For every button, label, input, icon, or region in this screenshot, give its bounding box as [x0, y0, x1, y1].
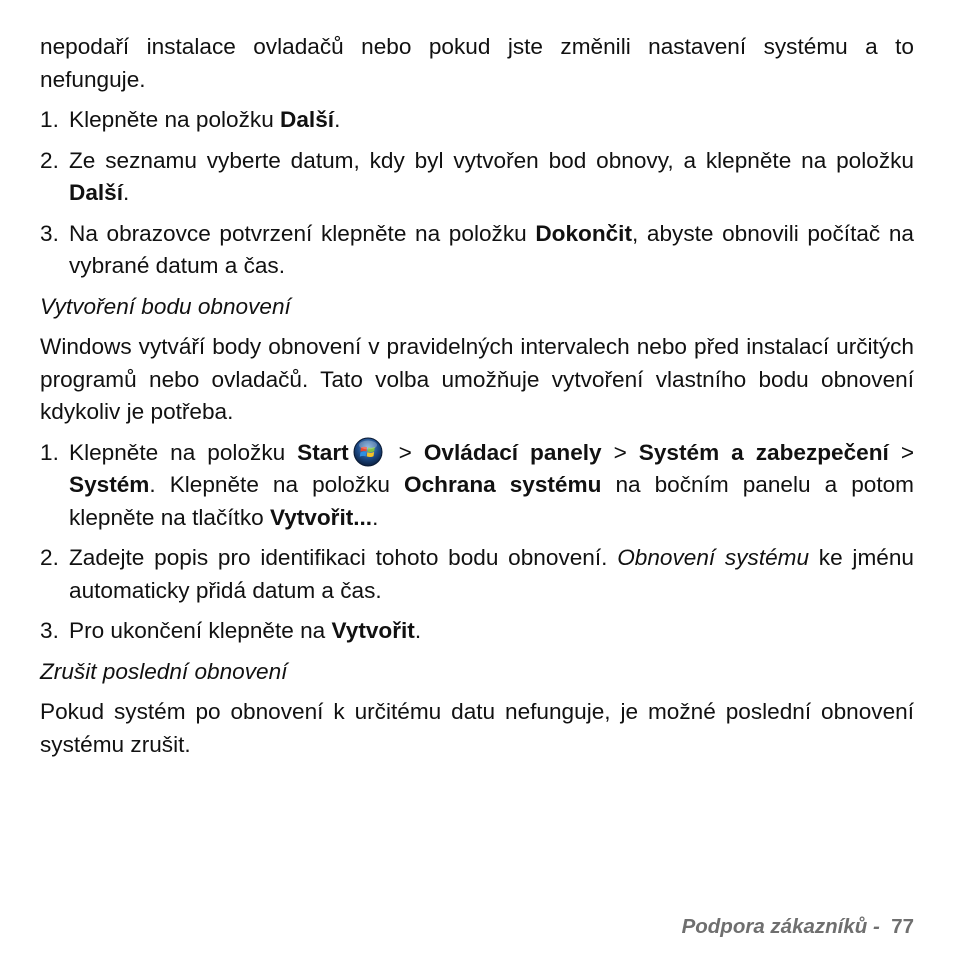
list-text: . Klepněte na položku — [149, 472, 405, 497]
list-text: > — [888, 439, 915, 465]
page-footer — [682, 915, 914, 939]
section-paragraph: Windows vytváří body obnovení v pravidelných intervalech nebo před instalací určitých programů nebo ovladačů. Tato volba umožňuje vytvoření vlastního bodu obnovení kdykoliv je potřeba. — [40, 334, 914, 424]
list-text: Zadejte popis pro identifikaci tohoto bodu obnovení. — [69, 545, 618, 570]
list-text: > — [386, 439, 424, 465]
list-bold-term: Další — [69, 180, 124, 205]
list-text: Na obrazovce potvrzení klepněte na položku — [69, 220, 536, 246]
intro-paragraph: nepodaří instalace ovladačů nebo pokud jste změnili nastavení systému a to nefunguje. — [40, 34, 914, 92]
list-bold-term: Ochrana systému — [404, 472, 602, 497]
list-item — [40, 145, 914, 210]
list-italic-term: Obnovení systému — [617, 545, 810, 570]
list-bold-term: Vytvořit — [331, 618, 415, 643]
list-number: 3. — [40, 220, 59, 246]
list-number: 2. — [40, 545, 59, 570]
page-content — [40, 31, 914, 761]
list-bold-term: Systém — [69, 472, 150, 497]
list-text: . — [372, 504, 379, 530]
section-heading: Vytvoření bodu obnovení — [40, 293, 291, 319]
list-number: 1. — [40, 439, 59, 465]
list-bold-term: Start — [297, 439, 349, 465]
list-text: Pro ukončení klepněte na — [69, 618, 332, 643]
list-text: ke jménu automaticky přidá datum a čas. — [69, 545, 914, 603]
list-text: . — [123, 180, 130, 205]
section-paragraph: Pokud systém po obnovení k určitému datu nefunguje, je možné poslední obnovení systému zrušit. — [40, 699, 914, 757]
list-item — [40, 218, 914, 283]
list-text: Ze seznamu vyberte datum, kdy byl vytvořen bod obnovy, a klepněte na položku — [69, 147, 914, 173]
list-text: . — [414, 618, 422, 643]
list-bold-term: Dokončit — [535, 220, 632, 246]
list-bold-term: Vytvořit... — [269, 504, 373, 530]
windows-start-orb-icon — [353, 437, 383, 467]
list-text: na bočním panelu a potom klepněte na tlačítko — [69, 472, 915, 530]
list-text: > — [601, 439, 639, 465]
list-number: 2. — [40, 147, 59, 173]
list-bold-term: Systém a zabezpečení — [638, 439, 889, 465]
list-text: , abyste obnovili počítač na vybrané datum a čas. — [69, 220, 914, 278]
list-bold-term: Další — [280, 107, 335, 132]
list-number: 1. — [40, 107, 59, 132]
list-text: . — [334, 107, 341, 132]
section-heading: Zrušit poslední obnovení — [40, 658, 288, 684]
list-item — [40, 615, 914, 648]
list-item — [40, 104, 914, 137]
list-item — [40, 542, 914, 607]
page-number: 77 — [891, 915, 914, 938]
list-bold-term: Ovládací panely — [423, 439, 602, 465]
list-text: Klepněte na položku — [69, 107, 281, 132]
list-text: Klepněte na položku — [69, 439, 298, 465]
footer-title: Podpora zákazníků - — [681, 915, 886, 938]
list-item — [40, 437, 914, 535]
list-number: 3. — [40, 618, 59, 643]
